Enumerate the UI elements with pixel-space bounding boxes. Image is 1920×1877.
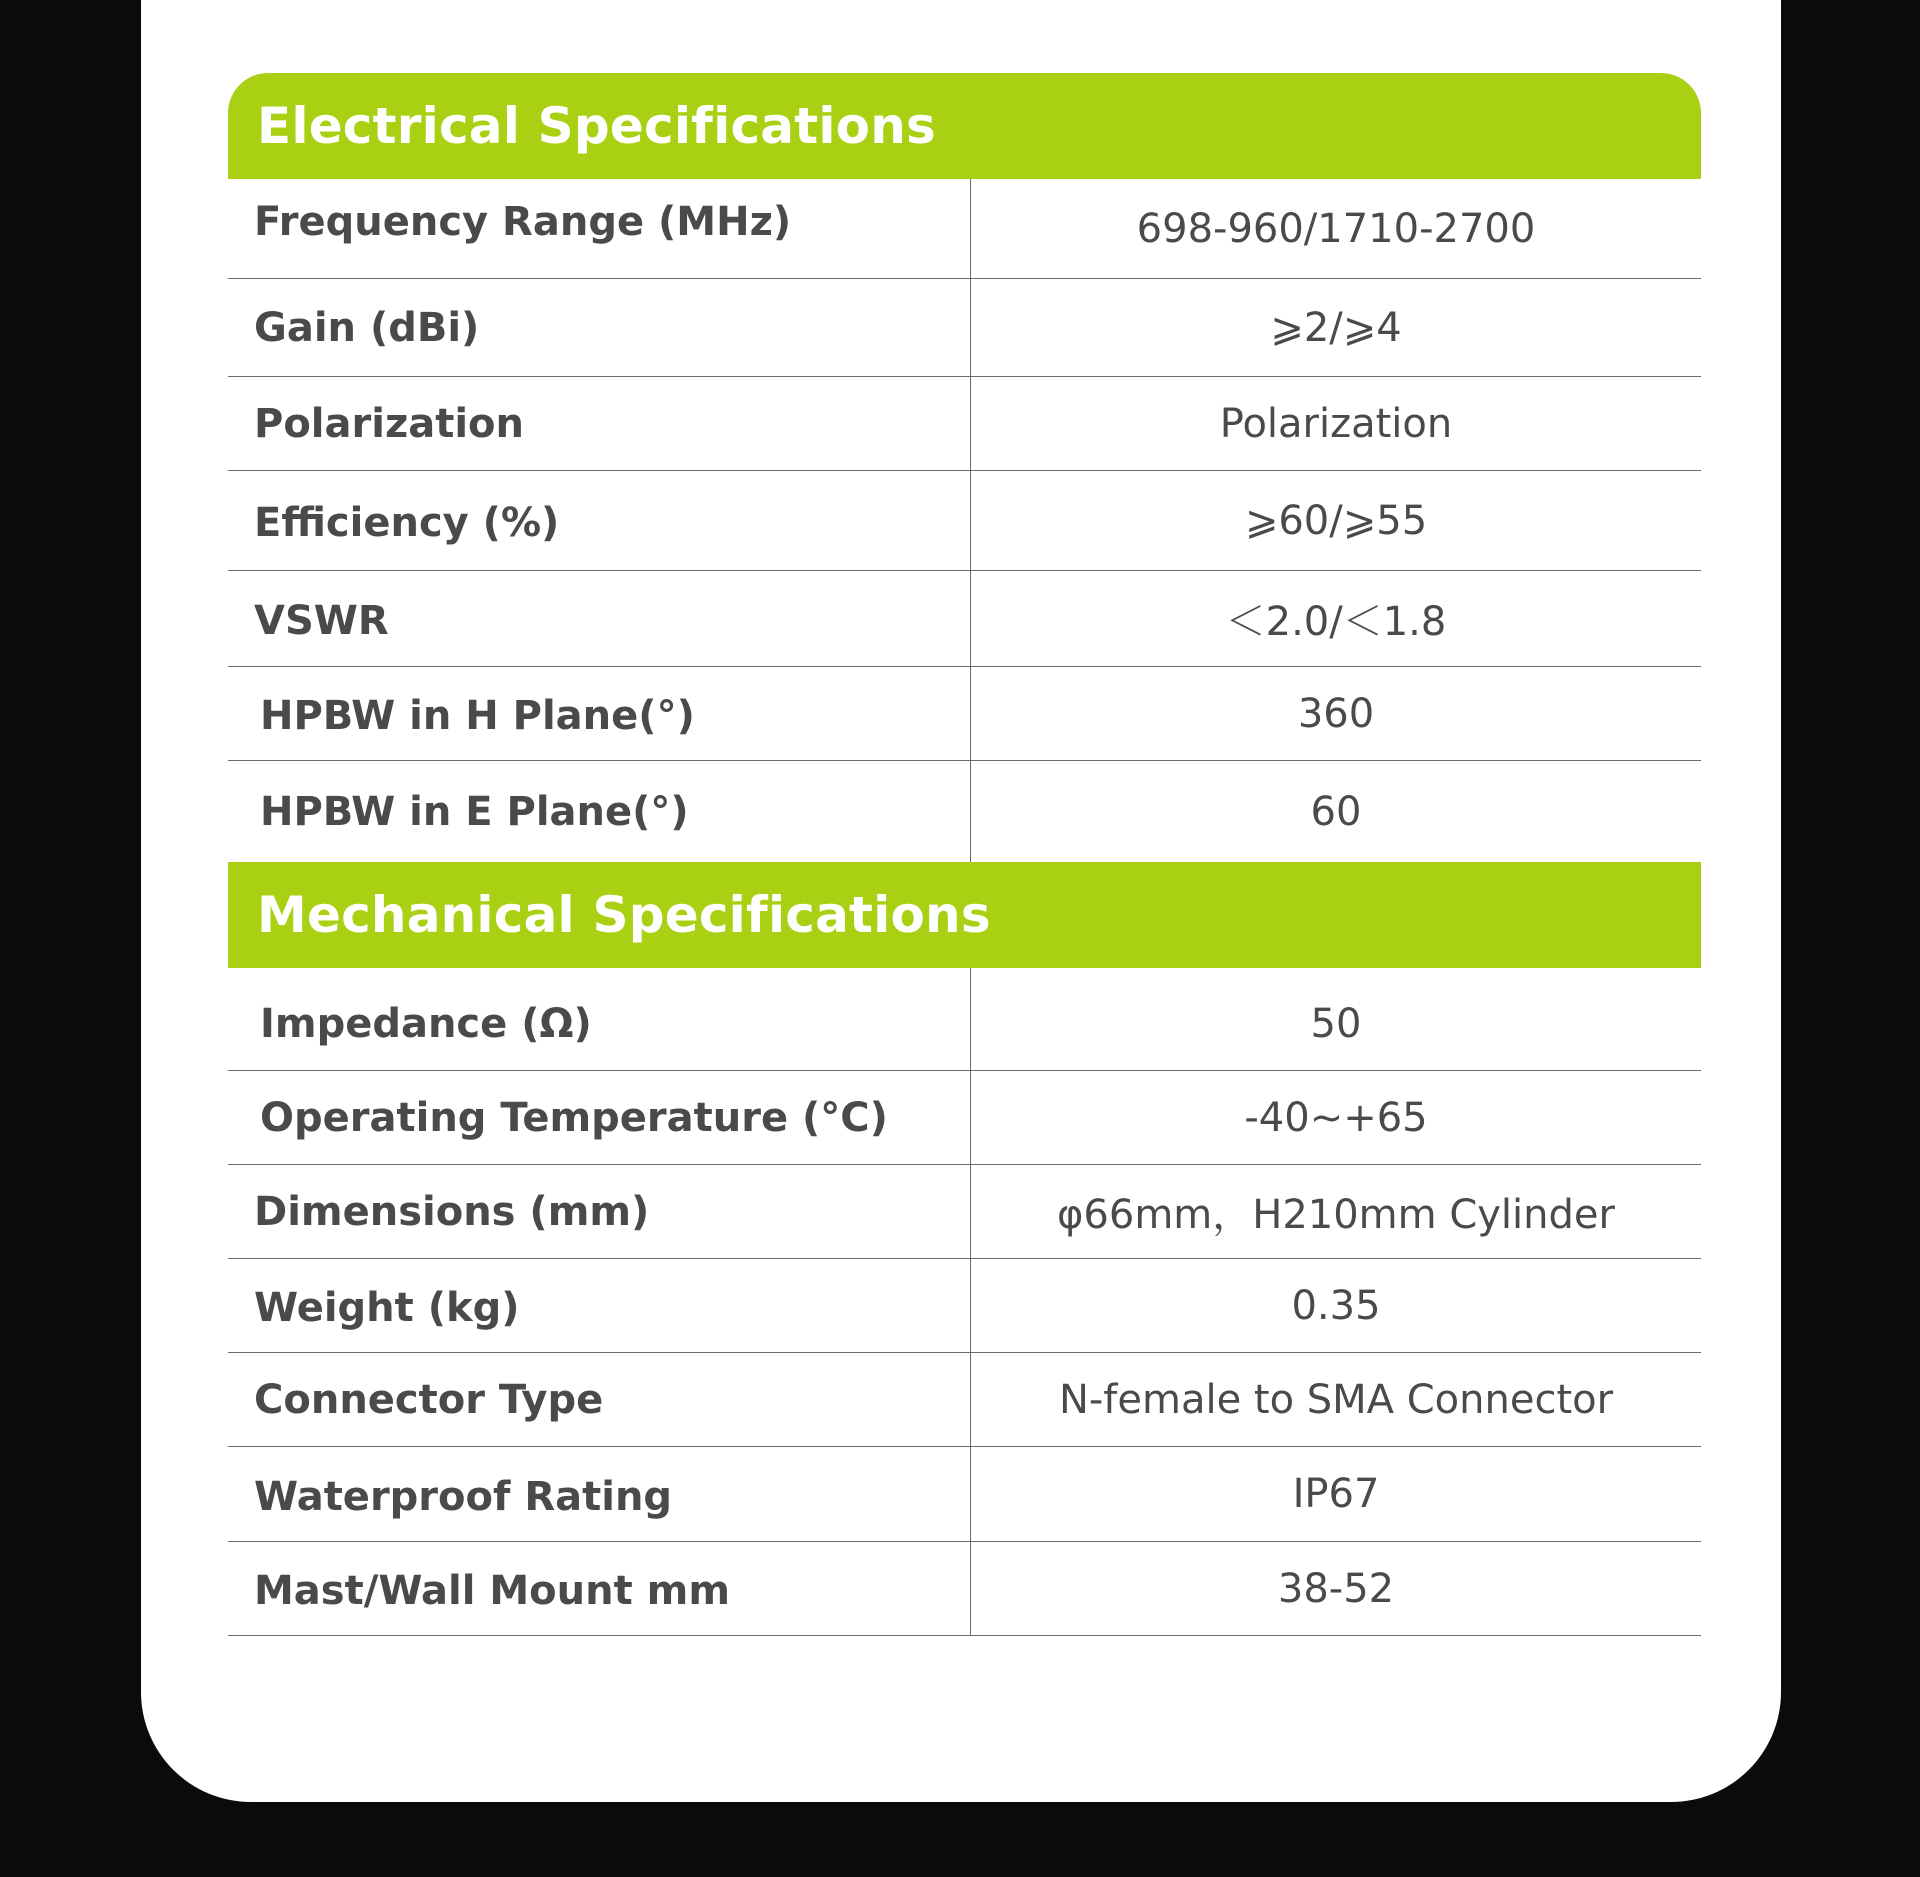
spec-label: HPBW in H Plane(°) — [228, 667, 971, 760]
spec-label: Polarization — [228, 377, 971, 470]
table-row — [228, 968, 1701, 1071]
spec-label: Dimensions (mm) — [228, 1165, 971, 1258]
spec-value: 60 — [1310, 788, 1362, 835]
table-row — [228, 1542, 1701, 1636]
spec-value: 50 — [1310, 1001, 1362, 1047]
table-row — [228, 279, 1701, 377]
spec-label: Mast/Wall Mount mm — [228, 1542, 971, 1635]
spec-value: φ66mm，H210mm Cylinder — [1057, 1192, 1615, 1238]
spec-label: Efficiency (%) — [228, 471, 971, 570]
spec-value: -40~+65 — [1244, 1094, 1428, 1141]
spec-label: Impedance (Ω) — [228, 968, 971, 1070]
table-row — [228, 761, 1701, 862]
spec-value: 0.35 — [1291, 1282, 1381, 1329]
spec-value: 38-52 — [1277, 1565, 1395, 1612]
table-row — [228, 471, 1701, 571]
spec-label: Weight (kg) — [228, 1259, 971, 1352]
table-row — [228, 1353, 1701, 1447]
spec-label: Waterproof Rating — [228, 1447, 971, 1541]
table-row — [228, 1259, 1701, 1353]
table-row — [228, 1447, 1701, 1542]
spec-label: HPBW in E Plane(°) — [228, 761, 971, 862]
spec-label: Connector Type — [228, 1353, 971, 1446]
table-row — [228, 179, 1701, 279]
spec-label: Gain (dBi) — [228, 279, 971, 376]
spec-value: ＜2.0/＜1.8 — [1225, 599, 1447, 645]
spec-label: Frequency Range (MHz) — [228, 179, 971, 278]
spec-value: ⩾60/⩾55 — [1244, 497, 1428, 544]
spec-value: ⩾2/⩾4 — [1270, 304, 1402, 351]
table-row — [228, 1165, 1701, 1259]
spec-value: 698-960/1710-2700 — [1136, 205, 1536, 252]
spec-label: Operating Temperature (°C) — [228, 1071, 971, 1164]
spec-table — [228, 73, 1701, 1636]
electrical-specifications-header: Electrical Specifications — [228, 73, 1701, 179]
spec-value: IP67 — [1292, 1471, 1380, 1517]
spec-value: N-female to SMA Connector — [1058, 1376, 1614, 1423]
table-row — [228, 377, 1701, 471]
table-row — [228, 667, 1701, 761]
mechanical-specifications-header: Mechanical Specifications — [228, 862, 1701, 968]
spec-label: VSWR — [228, 571, 971, 666]
spec-value: Polarization — [1219, 400, 1453, 447]
table-row — [228, 1071, 1701, 1165]
table-row — [228, 571, 1701, 667]
spec-value: 360 — [1297, 690, 1375, 737]
